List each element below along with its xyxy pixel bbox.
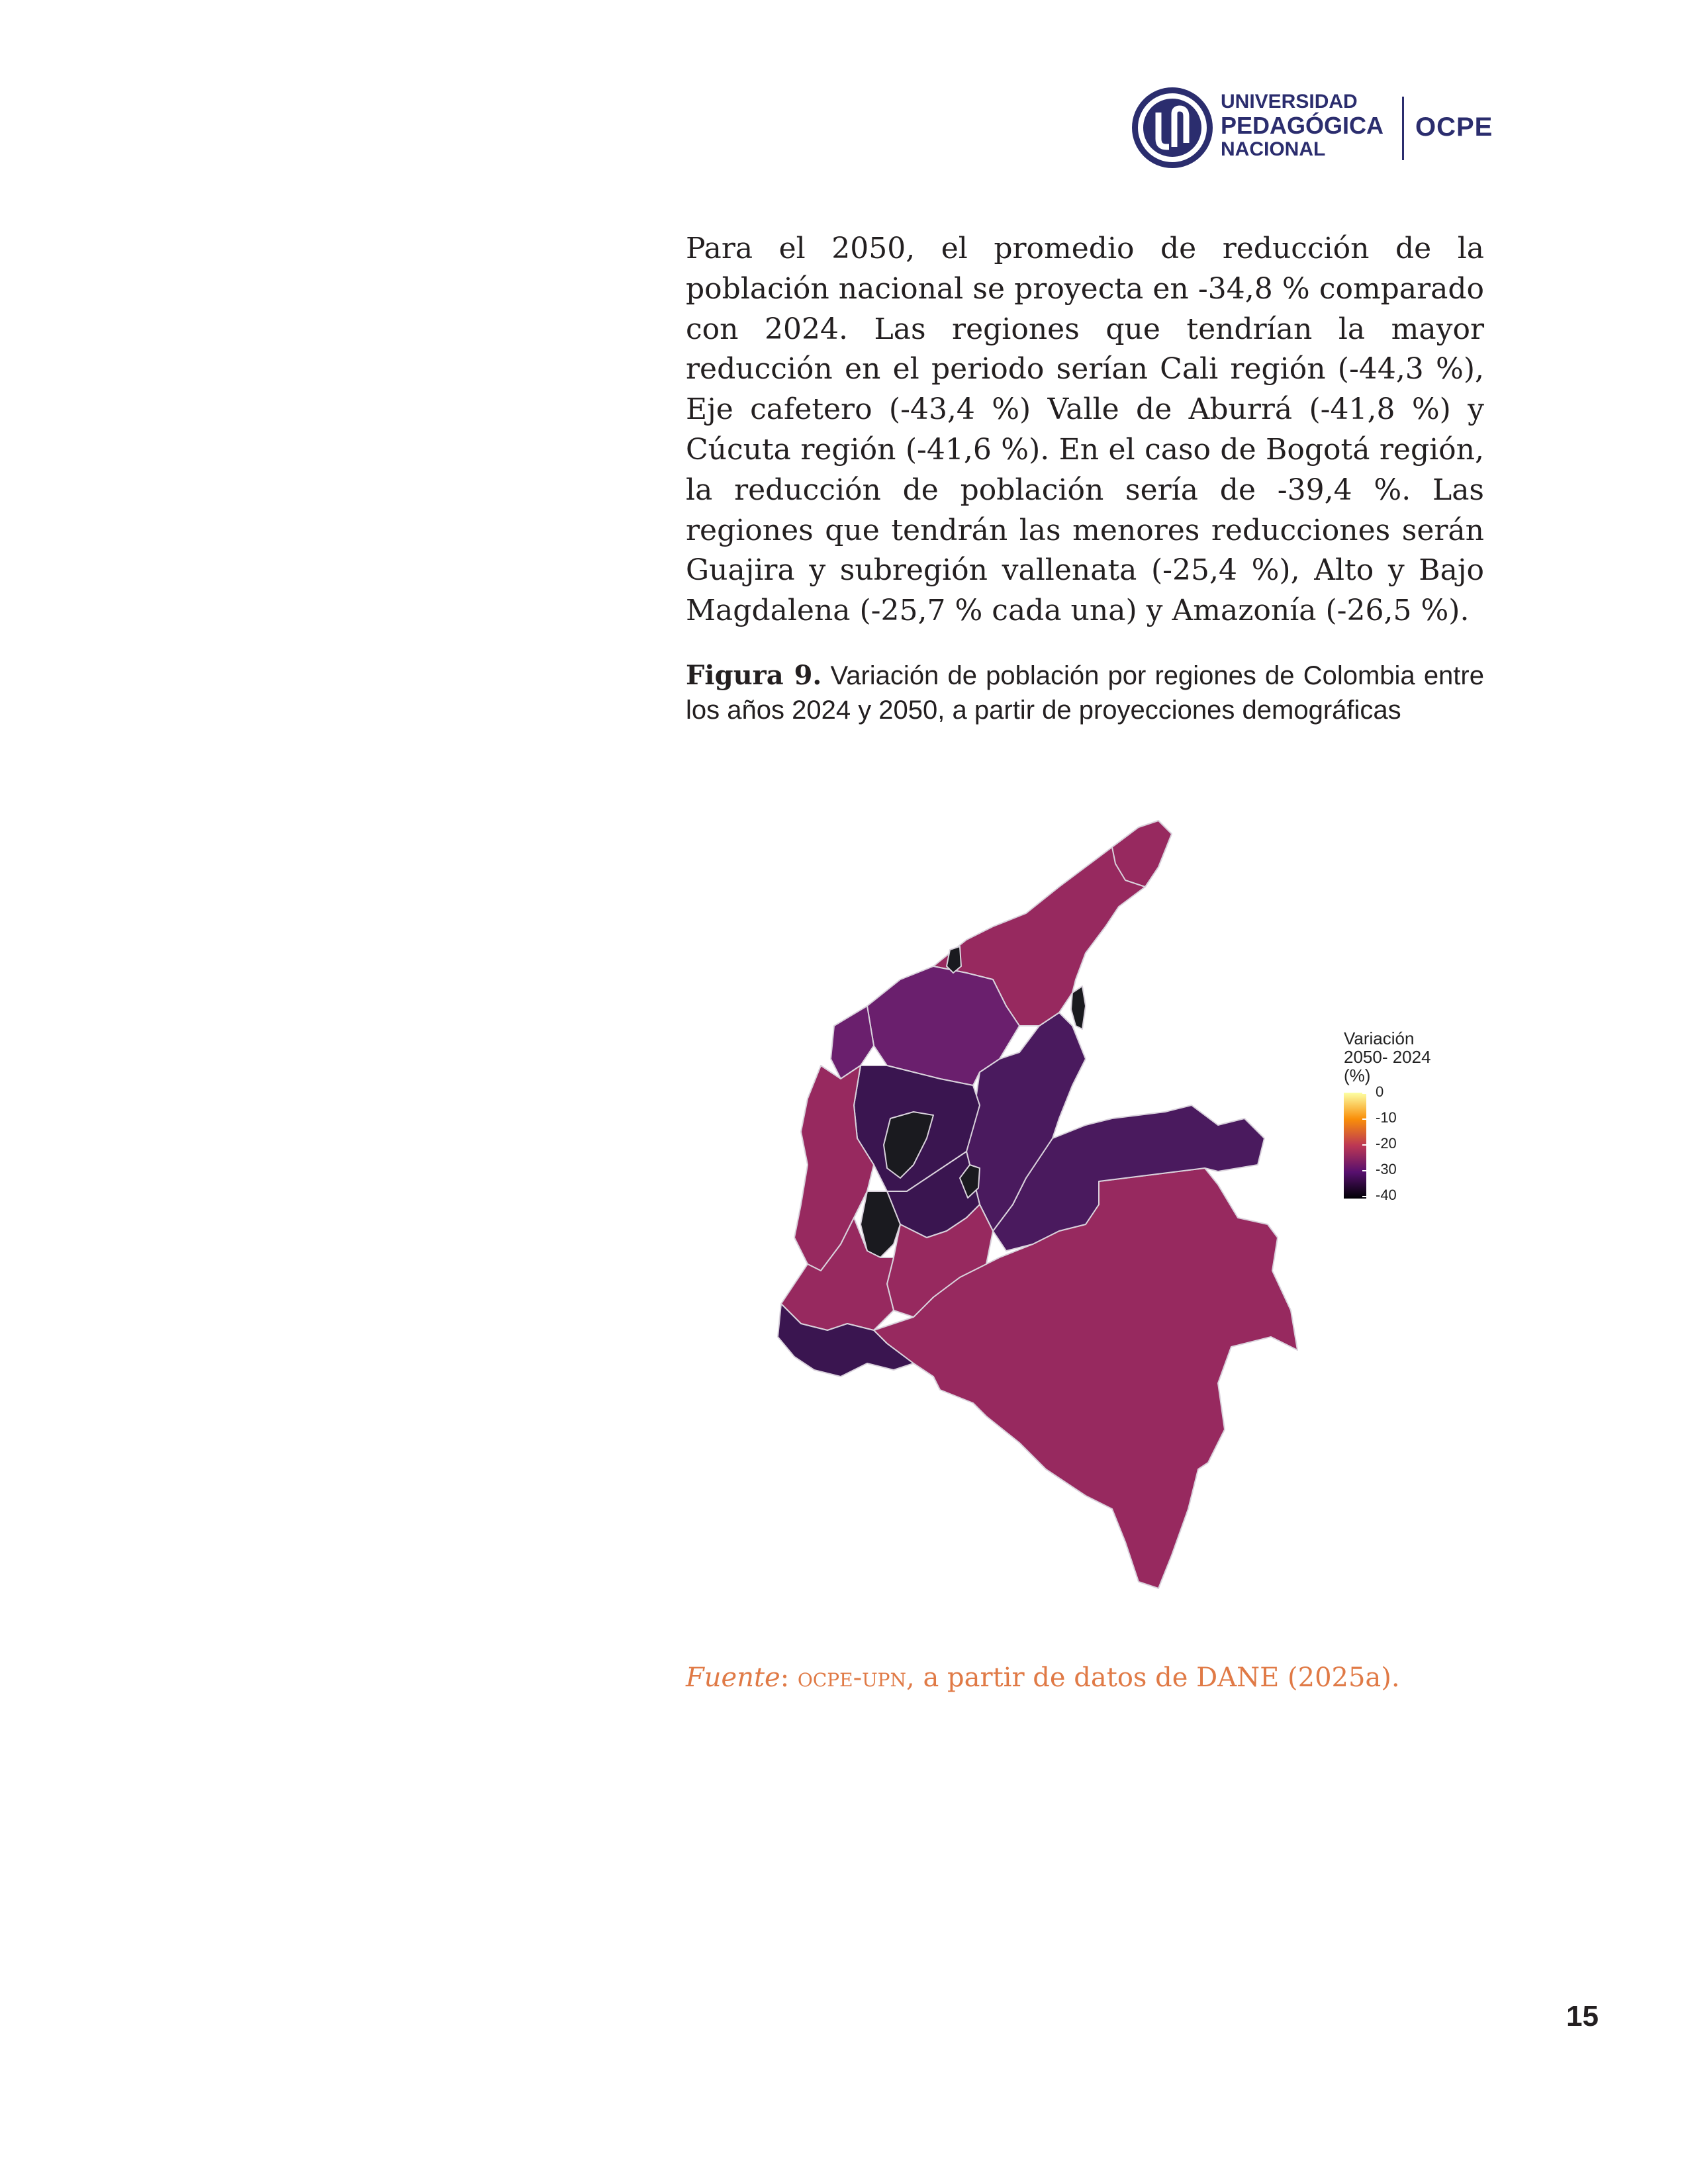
figure-label: Figura 9.: [686, 660, 822, 691]
upn-emblem-icon: [1132, 87, 1213, 168]
source-org: ocpe-upn: [797, 1662, 907, 1693]
logo-line-2: PEDAGÓGICA: [1221, 112, 1384, 139]
logo-line-1: UNIVERSIDAD: [1221, 91, 1358, 113]
legend-tick-mark: [1362, 1170, 1366, 1171]
university-logo: [1132, 86, 1493, 179]
body-paragraph: Para el 2050, el promedio de reducción de la población nacional se proyecta en -34,8 % comparado con 2024. Las regiones que tendrían la mayor reducción en el periodo serían Cali región (-44,3 %), Eje cafetero (-43,4 %) Valle de Aburrá (-41,8 %) y Cúcuta región (-41,6 %). En el caso de Bogotá región, la reducción de población sería de -39,4 %. Las regiones que tendrán las menores reducciones serán Guajira y subregión vallenata (-25,4 %), Alto y Bajo Magdalena (-25,7 % cada una) y Amazonía (-26,5 %).: [686, 232, 1484, 628]
legend-color-bar: [1344, 1093, 1366, 1199]
legend-tick-label: -10: [1376, 1109, 1397, 1126]
legend-title-line-1: Variación: [1344, 1028, 1415, 1048]
figure-source: Fuente: ocpe-upn, a partir de datos de DANE (2025a).: [686, 1662, 1400, 1693]
logo-divider: [1402, 97, 1404, 160]
legend-title-line-2: 2050- 2024: [1344, 1047, 1431, 1067]
legend-tick-label: -20: [1376, 1135, 1397, 1152]
source-label: Fuente: [686, 1662, 780, 1693]
figure-caption-text: Variación de población por regiones de Colombia entre los años 2024 y 2050, a partir de proyecciones demográficas: [686, 661, 1484, 725]
legend-tick-label: -30: [1376, 1161, 1397, 1177]
figure-caption: [686, 659, 1484, 727]
map-legend: [1344, 1028, 1489, 1203]
page-number: 15: [1566, 2000, 1599, 2032]
legend-tick-mark: [1362, 1196, 1366, 1197]
legend-tick-mark: [1362, 1118, 1366, 1120]
colombia-choropleth-map: [715, 807, 1311, 1602]
source-rest: , a partir de datos de DANE (2025a).: [906, 1662, 1400, 1693]
region-cucuta: [1071, 986, 1086, 1029]
legend-tick-mark: [1362, 1093, 1366, 1094]
org-acronym: OCPE: [1415, 113, 1493, 142]
logo-wordmark: [1221, 90, 1393, 161]
region-barranquilla: [947, 946, 961, 973]
legend-title-line-3: (%): [1344, 1066, 1371, 1085]
legend-tick-mark: [1362, 1144, 1366, 1146]
legend-tick-label: 0: [1376, 1083, 1384, 1100]
legend-tick-label: -40: [1376, 1187, 1397, 1203]
logo-line-3: NACIONAL: [1221, 138, 1326, 160]
